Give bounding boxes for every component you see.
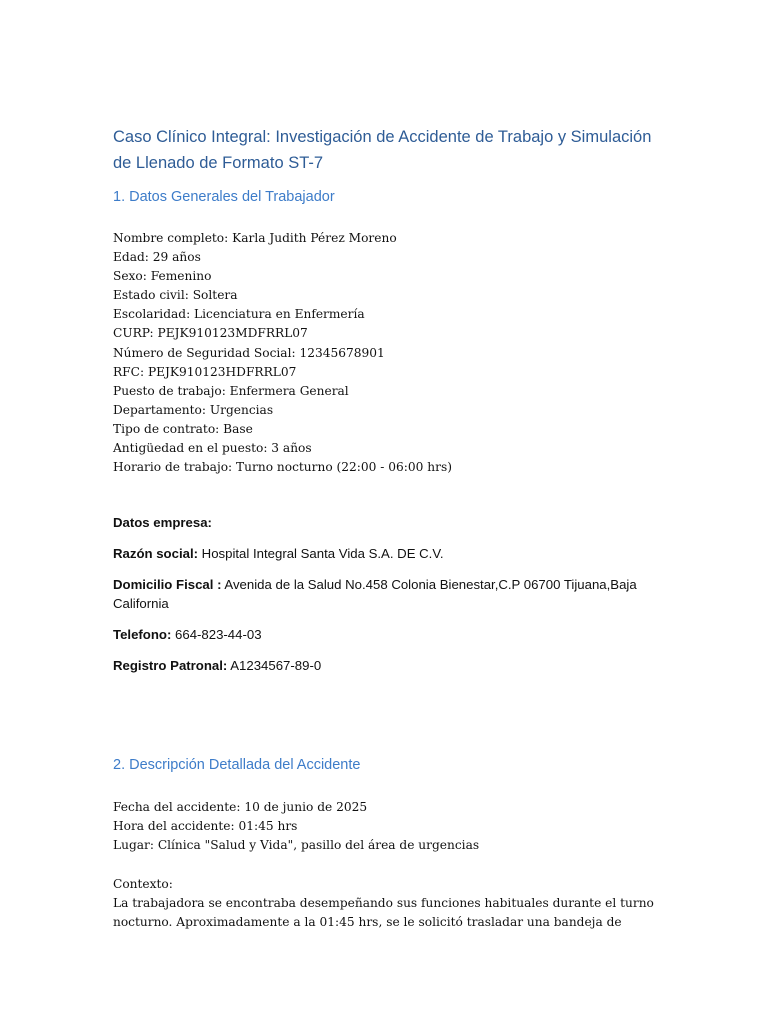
- company-razon-label: Razón social:: [113, 546, 199, 562]
- worker-field-civil-status: Estado civil: Soltera: [113, 288, 238, 303]
- accident-field-place: Lugar: Clínica "Salud y Vida", pasillo del área de urgencias: [113, 838, 480, 853]
- worker-field-sex: Sexo: Femenino: [113, 269, 212, 284]
- worker-field-department: Departamento: Urgencias: [113, 402, 274, 417]
- company-registro: [113, 656, 673, 675]
- company-telefono-value: 664-823-44-03: [171, 627, 262, 643]
- accident-field-date: Fecha del accidente: 10 de junio de 2025: [113, 800, 368, 815]
- worker-field-contract: Tipo de contrato: Base: [113, 421, 253, 436]
- worker-field-rfc: RFC: PEJK910123HDFRRL07: [113, 364, 297, 379]
- worker-field-seniority: Antigüedad en el puesto: 3 años: [113, 441, 312, 456]
- context-paragraph: La trabajadora se encontraba desempeñando sus funciones habituales durante el turno nocturno. Aproximadamente a la 01:45 hrs, se le solicitó trasladar una bandeja de: [113, 895, 654, 929]
- section-heading-worker-data: 1. Datos Generales del Trabajador: [113, 189, 335, 205]
- section-heading-accident: 2. Descripción Detallada del Accidente: [113, 757, 361, 774]
- company-data-title: Datos empresa:: [113, 515, 212, 531]
- worker-field-position: Puesto de trabajo: Enfermera General: [113, 383, 349, 398]
- document-title: Caso Clínico Integral: Investigación de Accidente de Trabajo y Simulación de Llenado de Formato ST-7: [113, 128, 652, 172]
- company-domicilio-value: Avenida de la Salud No.458 Colonia Bienestar,C.P 06700 Tijuana,Baja California: [113, 577, 637, 612]
- worker-field-schedule: Horario de trabajo: Turno nocturno (22:00 - 06:00 hrs): [113, 460, 452, 475]
- company-registro-label: Registro Patronal:: [113, 658, 228, 674]
- company-domicilio: [113, 575, 673, 613]
- company-razon-social: [113, 544, 673, 563]
- company-telefono: [113, 625, 673, 644]
- worker-field-age: Edad: 29 años: [113, 250, 201, 265]
- company-registro-value: A1234567-89-0: [227, 658, 322, 674]
- accident-field-time: Hora del accidente: 01:45 hrs: [113, 819, 298, 834]
- context-label: Contexto:: [113, 876, 173, 891]
- worker-field-education: Escolaridad: Licenciatura en Enfermería: [113, 307, 365, 322]
- worker-field-curp: CURP: PEJK910123MDFRRL07: [113, 326, 308, 341]
- company-domicilio-label: Domicilio Fiscal :: [113, 577, 222, 593]
- accident-data-list: [113, 798, 673, 855]
- worker-field-name: Nombre completo: Karla Judith Pérez Moreno: [113, 231, 397, 245]
- company-razon-value: Hospital Integral Santa Vida S.A. DE C.V.: [198, 546, 444, 562]
- company-telefono-label: Telefono:: [113, 627, 172, 643]
- worker-field-nss: Número de Seguridad Social: 12345678901: [113, 345, 385, 360]
- worker-data-list: [113, 229, 673, 477]
- document-page: [113, 124, 673, 932]
